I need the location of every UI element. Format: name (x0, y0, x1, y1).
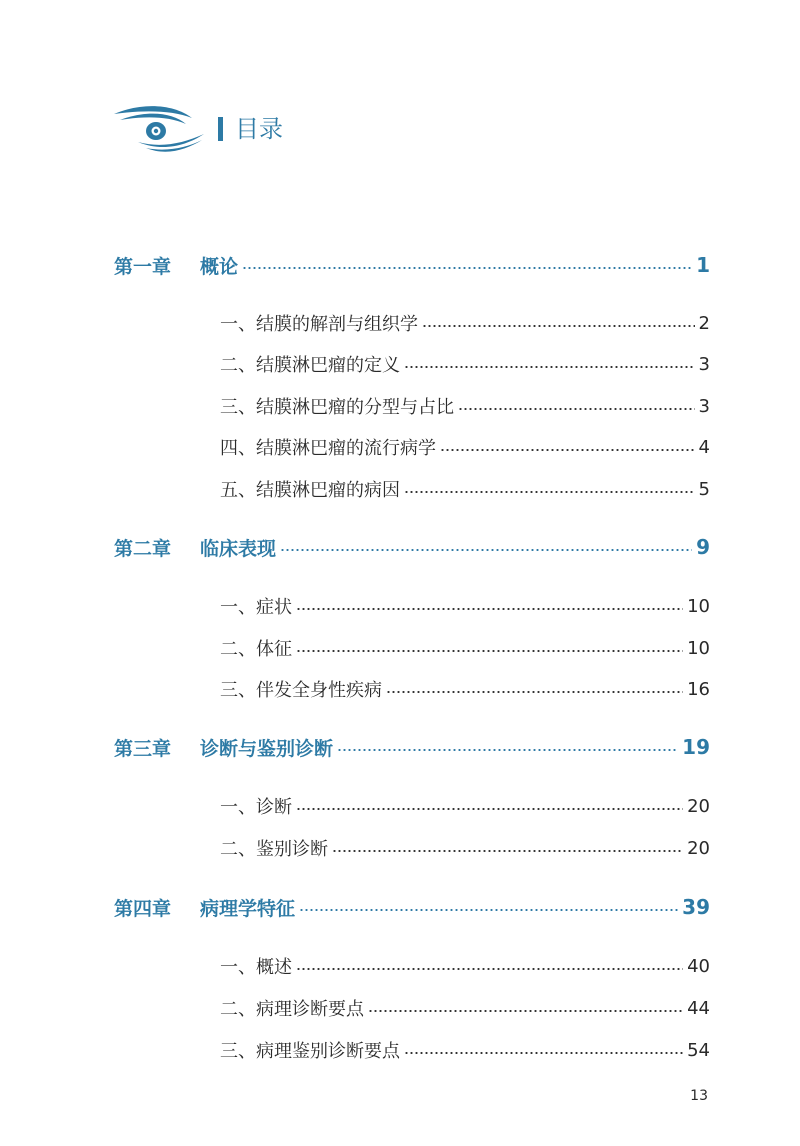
toc-page-number: 5 (698, 478, 710, 500)
toc-section-row[interactable] (220, 1036, 710, 1064)
page-title: 目录 (235, 115, 283, 143)
toc-section-row[interactable] (220, 952, 710, 980)
toc-page-number: 3 (698, 353, 710, 375)
toc-chapter-row[interactable] (114, 893, 710, 921)
chapter-number: 第一章 (114, 255, 172, 278)
dot-leader (458, 408, 695, 410)
toc-section-row[interactable] (220, 834, 710, 862)
dot-leader (296, 650, 683, 652)
section-title: 三、病理鉴别诊断要点 (220, 1041, 400, 1062)
toc-page-number: 9 (696, 535, 710, 559)
toc-page-number: 20 (687, 795, 710, 817)
toc-section-row[interactable] (220, 792, 710, 820)
toc-page-number: 4 (698, 436, 710, 458)
toc-chapter-row[interactable] (114, 251, 710, 279)
toc-page-number: 2 (698, 312, 710, 334)
toc-page-number: 20 (687, 837, 710, 859)
dot-leader (404, 491, 695, 493)
chapter-number: 第二章 (114, 537, 172, 560)
section-title: 二、病理诊断要点 (220, 999, 364, 1020)
toc-page-number: 10 (687, 637, 710, 659)
dot-leader (296, 968, 683, 970)
dot-leader (296, 608, 683, 610)
dot-leader (332, 850, 683, 852)
section-title: 四、结膜淋巴瘤的流行病学 (220, 438, 436, 459)
dot-leader (422, 325, 695, 327)
dot-leader (280, 549, 692, 551)
page-number: 13 (690, 1088, 708, 1104)
section-title: 三、伴发全身性疾病 (220, 680, 382, 701)
toc-page-number: 39 (682, 895, 710, 919)
toc-section-row[interactable] (220, 350, 710, 378)
toc-page-number: 10 (687, 595, 710, 617)
section-title: 五、结膜淋巴瘤的病因 (220, 480, 400, 501)
dot-leader (296, 808, 683, 810)
section-title: 三、结膜淋巴瘤的分型与占比 (220, 397, 454, 418)
section-title: 一、诊断 (220, 797, 292, 818)
section-title: 二、体征 (220, 639, 292, 660)
toc-page-number: 40 (687, 955, 710, 977)
toc-section-row[interactable] (220, 592, 710, 620)
section-title: 一、概述 (220, 957, 292, 978)
section-title: 二、鉴别诊断 (220, 839, 328, 860)
dot-leader (368, 1010, 683, 1012)
toc-section-row[interactable] (220, 433, 710, 461)
toc-page-number: 19 (682, 735, 710, 759)
toc-section-row[interactable] (220, 392, 710, 420)
section-title: 二、结膜淋巴瘤的定义 (220, 355, 400, 376)
toc-page-number: 16 (687, 678, 710, 700)
chapter-title: 临床表现 (200, 537, 277, 560)
dot-leader (337, 749, 678, 751)
dot-leader (404, 1052, 683, 1054)
toc-chapter-row[interactable] (114, 533, 710, 561)
toc-page-number: 3 (698, 395, 710, 417)
eye-logo-icon (112, 104, 208, 154)
dot-leader (386, 691, 683, 693)
chapter-title: 概论 (200, 255, 239, 278)
toc-section-row[interactable] (220, 309, 710, 337)
dot-leader (404, 366, 695, 368)
chapter-number: 第四章 (114, 897, 172, 920)
title-accent-bar (218, 117, 223, 141)
dot-leader (440, 449, 695, 451)
toc-section-row[interactable] (220, 475, 710, 503)
dot-leader (242, 267, 692, 269)
section-title: 一、结膜的解剖与组织学 (220, 314, 418, 335)
dot-leader (299, 909, 678, 911)
chapter-number: 第三章 (114, 737, 172, 760)
toc-chapter-row[interactable] (114, 733, 710, 761)
toc-section-row[interactable] (220, 994, 710, 1022)
toc-page-number: 54 (687, 1039, 710, 1061)
toc-section-row[interactable] (220, 675, 710, 703)
chapter-title: 诊断与鉴别诊断 (200, 737, 334, 760)
toc-page-number: 44 (687, 997, 710, 1019)
toc-section-row[interactable] (220, 634, 710, 662)
chapter-title: 病理学特征 (200, 897, 296, 920)
toc-page-number: 1 (696, 253, 710, 277)
section-title: 一、症状 (220, 597, 292, 618)
